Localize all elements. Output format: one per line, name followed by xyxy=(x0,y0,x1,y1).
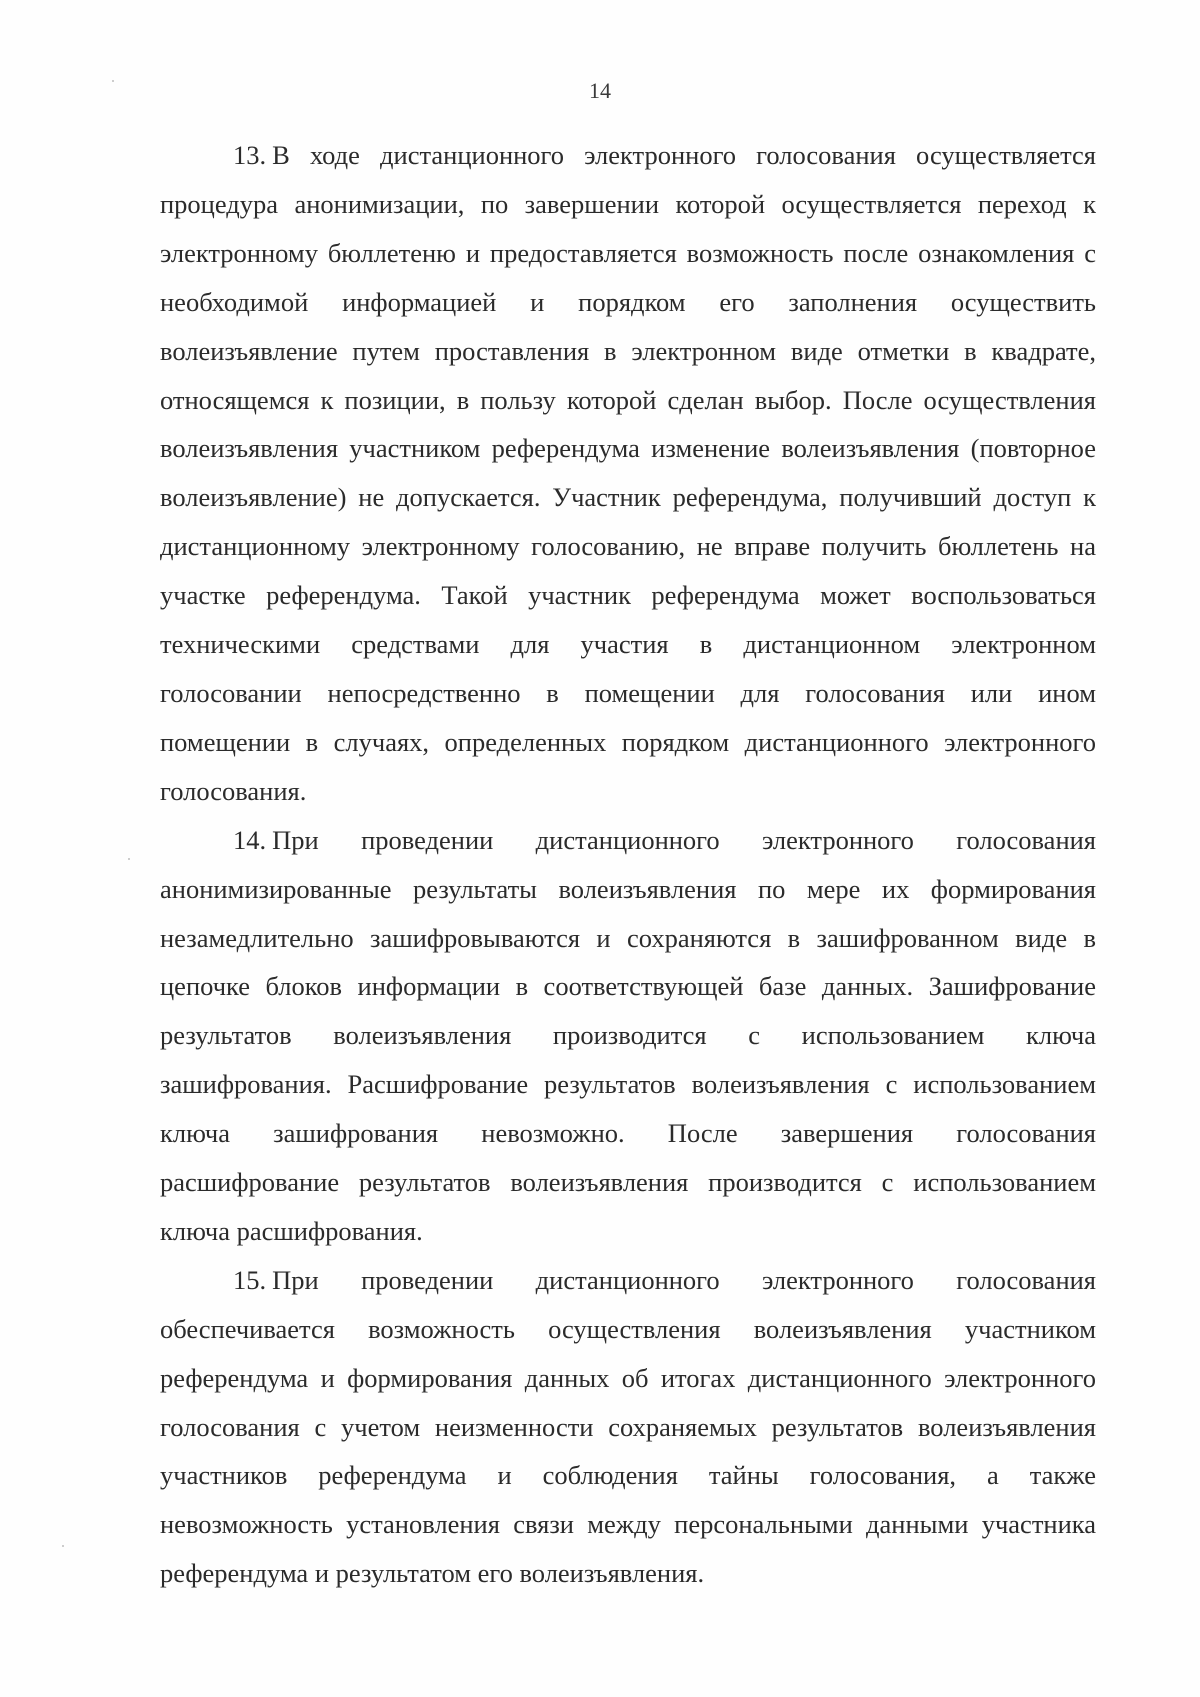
paragraph-number: 13. xyxy=(233,140,267,170)
paragraph-15 xyxy=(160,1256,1096,1598)
scan-speck xyxy=(62,1545,64,1547)
paragraph-text: При проведении дистанционного электронного голосования анонимизированные результаты волеизъявления по мере их формирования незамедлительно зашифровываются и сохраняются в зашифрованном виде в цепочке блоков информации в соответствующей базе данных. Зашифрование результатов волеизъявления производится с использованием ключа зашифрования. Расшифрование результатов волеизъявления с использованием ключа зашифрования невозможно. После завершения голосования расшифрование результатов волеизъявления производится с использованием ключа расшифрования. xyxy=(160,824,1096,1246)
paragraph-text: При проведении дистанционного электронного голосования обеспечивается возможность осуществления волеизъявления участником референдума и формирования данных об итогах дистанционного электронного голосования с учетом неизменности сохраняемых результатов волеизъявления участников референдума и соблюдения тайны голосования, а также невозможность установления связи между персональными данными участника референдума и результатом его волеизъявления. xyxy=(160,1264,1096,1589)
page-number: 14 xyxy=(589,78,611,103)
scan-speck xyxy=(128,858,130,860)
paragraph-number: 15. xyxy=(233,1264,267,1295)
paragraph-14 xyxy=(160,816,1096,1256)
paragraph-13 xyxy=(160,131,1096,816)
paragraph-number: 14. xyxy=(233,824,267,855)
document-body xyxy=(160,131,1096,1598)
paragraph-text: В ходе дистанционного электронного голосования осуществляется процедура анонимизации, по завершении которой осуществляется переход к электронному бюллетеню и предоставляется возможность после ознакомления с необходимой информацией и порядком его заполнения осуществить волеизъявление путем проставления в электронном виде отметки в квадрате, относящемся к позиции, в пользу которой сделан выбор. После осуществления волеизъявления участником референдума изменение волеизъявления (повторное волеизъявление) не допускается. Участник референдума, получивший доступ к дистанционному электронному голосованию, не вправе получить бюллетень на участке референдума. Такой участник референдума может воспользоваться техническими средствами для участия в дистанционном электронном голосовании непосредственно в помещении для голосования или ином помещении в случаях, определенных порядком дистанционного электронного голосования. xyxy=(160,140,1096,806)
